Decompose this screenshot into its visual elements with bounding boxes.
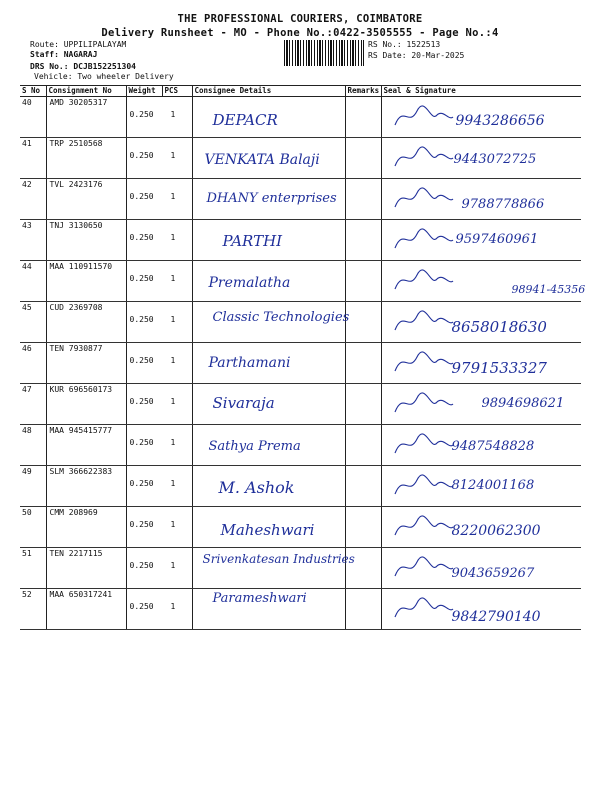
row-consignment: TVL 2423176 <box>46 179 126 220</box>
row-sno: 51 <box>20 548 46 589</box>
table-row <box>20 384 581 425</box>
col-signature: Seal & Signature <box>381 86 581 97</box>
signature-phone: 9894698621 <box>481 396 565 411</box>
row-signature <box>381 97 581 138</box>
row-pcs: 1 <box>170 315 176 324</box>
row-consignee <box>192 589 345 630</box>
row-weight-pcs <box>126 343 192 384</box>
row-consignee <box>192 343 345 384</box>
row-weight-pcs <box>126 302 192 343</box>
row-consignee <box>192 261 345 302</box>
row-signature <box>381 425 581 466</box>
row-weight: 0.250 <box>129 479 154 488</box>
row-weight: 0.250 <box>129 602 154 611</box>
consignee-handwriting: Srivenkatesan Industries <box>202 552 355 566</box>
col-consignee: Consignee Details <box>192 86 345 97</box>
row-weight: 0.250 <box>129 438 154 447</box>
row-sno: 46 <box>20 343 46 384</box>
consignee-handwriting: VENKATA Balaji <box>204 152 320 168</box>
table-row <box>20 179 581 220</box>
signature-phone: 9788778866 <box>461 197 545 212</box>
signature-phone: 9791533327 <box>451 359 547 377</box>
row-remarks <box>345 97 381 138</box>
consignee-handwriting: Sathya Prema <box>208 439 301 454</box>
row-consignee <box>192 466 345 507</box>
consignee-handwriting: Classic Technologies <box>212 310 350 325</box>
row-remarks <box>345 425 381 466</box>
row-weight-pcs <box>126 466 192 507</box>
row-weight-pcs <box>126 589 192 630</box>
row-pcs: 1 <box>170 356 176 365</box>
row-sno: 42 <box>20 179 46 220</box>
row-weight: 0.250 <box>129 315 154 324</box>
row-weight-pcs <box>126 507 192 548</box>
table-row <box>20 220 581 261</box>
row-consignee <box>192 302 350 343</box>
row-signature <box>381 548 581 589</box>
row-weight-pcs <box>126 138 192 179</box>
table-row <box>20 261 581 302</box>
table-row <box>20 507 581 548</box>
vehicle-label: Vehicle: Two wheeler Delivery <box>34 72 174 81</box>
row-signature <box>381 343 581 384</box>
consignee-handwriting: Maheshwari <box>220 521 315 539</box>
row-consignee <box>192 507 345 548</box>
table-row <box>20 302 581 343</box>
rs-date: RS Date: 20-Mar-2025 <box>368 51 465 60</box>
col-pcs: PCS <box>162 86 192 97</box>
row-pcs: 1 <box>170 561 176 570</box>
signature-phone: 9487548828 <box>451 439 535 454</box>
row-weight: 0.250 <box>129 110 154 119</box>
row-remarks <box>345 302 381 343</box>
row-consignment: AMD 30205317 <box>46 97 126 138</box>
row-remarks <box>345 343 381 384</box>
row-pcs: 1 <box>170 438 176 447</box>
signature-phone: 9443072725 <box>453 152 537 167</box>
row-signature <box>381 138 581 179</box>
consignee-handwriting: PARTHI <box>222 232 283 250</box>
row-weight: 0.250 <box>129 561 154 570</box>
row-consignee <box>192 548 355 589</box>
table-row <box>20 589 581 630</box>
row-weight-pcs <box>126 97 192 138</box>
table-header <box>20 86 581 97</box>
row-consignment: SLM 366622383 <box>46 466 126 507</box>
row-sno: 40 <box>20 97 46 138</box>
row-weight-pcs <box>126 220 192 261</box>
consignee-handwriting: Parthamani <box>208 355 291 371</box>
row-weight-pcs <box>126 179 192 220</box>
row-weight-pcs <box>126 261 192 302</box>
drs-number: DRS No.: DCJB152251304 <box>30 62 136 71</box>
row-remarks <box>345 261 381 302</box>
row-consignment: CUD 2369708 <box>46 302 126 343</box>
consignee-handwriting: Parameshwari <box>212 591 307 606</box>
row-pcs: 1 <box>170 479 176 488</box>
row-weight-pcs <box>126 384 192 425</box>
row-consignment: MAA 650317241 <box>46 589 126 630</box>
row-consignee <box>192 220 345 261</box>
row-sno: 50 <box>20 507 46 548</box>
row-sno: 49 <box>20 466 46 507</box>
row-pcs: 1 <box>170 192 176 201</box>
signature-phone: 9842790140 <box>451 609 541 625</box>
row-remarks <box>345 384 381 425</box>
signature-scribble <box>382 261 600 303</box>
row-consignment: TEN 2217115 <box>46 548 126 589</box>
row-pcs: 1 <box>170 233 176 242</box>
row-signature <box>381 384 581 425</box>
barcode <box>284 40 364 66</box>
runsheet-subtitle: Delivery Runsheet - MO - Phone No.:0422-3505555 - Page No.:4 <box>101 27 499 39</box>
signature-phone: 8658018630 <box>451 318 547 336</box>
row-signature <box>381 507 581 548</box>
row-pcs: 1 <box>170 151 176 160</box>
row-pcs: 1 <box>170 274 176 283</box>
row-weight-pcs <box>126 425 192 466</box>
table-row <box>20 425 581 466</box>
row-consignee <box>192 97 345 138</box>
col-sno: S No <box>20 86 46 97</box>
row-consignment: TNJ 3130650 <box>46 220 126 261</box>
row-signature <box>381 261 586 302</box>
consignee-handwriting: Premalatha <box>208 275 291 291</box>
row-sno: 48 <box>20 425 46 466</box>
row-sno: 47 <box>20 384 46 425</box>
col-weight: Weight <box>126 86 162 97</box>
row-remarks <box>345 179 381 220</box>
table-row <box>20 97 581 138</box>
row-weight: 0.250 <box>129 520 154 529</box>
staff-label: Staff: NAGARAJ <box>30 50 98 59</box>
route-label: Route: UPPILIPALAYAM <box>30 40 127 49</box>
signature-phone: 98941-45356 <box>511 283 586 296</box>
row-pcs: 1 <box>170 602 176 611</box>
consignee-handwriting: M. Ashok <box>218 478 295 497</box>
table-row <box>20 548 581 589</box>
company-title: THE PROFESSIONAL COURIERS, COIMBATORE <box>177 13 423 25</box>
row-consignment: TRP 2510568 <box>46 138 126 179</box>
row-sno: 43 <box>20 220 46 261</box>
row-pcs: 1 <box>170 520 176 529</box>
row-weight: 0.250 <box>129 233 154 242</box>
row-consignee <box>192 179 345 220</box>
row-pcs: 1 <box>170 397 176 406</box>
row-consignee <box>192 384 345 425</box>
rs-number: RS No.: 1522513 <box>368 40 441 49</box>
row-remarks <box>345 466 381 507</box>
table-row <box>20 138 581 179</box>
signature-phone: 9043659267 <box>451 566 535 581</box>
row-weight: 0.250 <box>129 274 154 283</box>
row-consignment: MAA 110911570 <box>46 261 126 302</box>
row-remarks <box>345 220 381 261</box>
row-signature <box>381 302 581 343</box>
row-sno: 44 <box>20 261 46 302</box>
row-sno: 52 <box>20 589 46 630</box>
row-sno: 41 <box>20 138 46 179</box>
row-consignment: CMM 208969 <box>46 507 126 548</box>
row-consignment: KUR 696560173 <box>46 384 126 425</box>
row-consignment: TEN 7930877 <box>46 343 126 384</box>
row-remarks <box>345 589 381 630</box>
signature-phone: 8220062300 <box>451 523 541 539</box>
consignee-handwriting: DEPACR <box>212 111 278 129</box>
signature-phone: 9597460961 <box>455 232 539 247</box>
row-consignee <box>192 138 345 179</box>
row-remarks <box>345 507 381 548</box>
row-weight-pcs <box>126 548 192 589</box>
row-pcs: 1 <box>170 110 176 119</box>
col-consignment: Consignment No <box>46 86 126 97</box>
signature-phone: 8124001168 <box>451 478 535 493</box>
signature-phone: 9943286656 <box>455 113 545 129</box>
row-signature <box>381 220 581 261</box>
row-consignee <box>192 425 345 466</box>
row-weight: 0.250 <box>129 397 154 406</box>
row-signature <box>381 466 581 507</box>
row-remarks <box>345 548 381 589</box>
runsheet-table <box>20 85 586 630</box>
row-signature <box>381 589 581 630</box>
table-row <box>20 343 581 384</box>
col-remarks: Remarks <box>345 86 381 97</box>
row-consignment: MAA 945415777 <box>46 425 126 466</box>
row-weight: 0.250 <box>129 356 154 365</box>
consignee-handwriting: DHANY enterprises <box>206 191 337 206</box>
table-row <box>20 466 581 507</box>
row-sno: 45 <box>20 302 46 343</box>
row-remarks <box>345 138 381 179</box>
row-weight: 0.250 <box>129 151 154 160</box>
consignee-handwriting: Sivaraja <box>212 394 275 412</box>
row-signature <box>381 179 581 220</box>
row-weight: 0.250 <box>129 192 154 201</box>
